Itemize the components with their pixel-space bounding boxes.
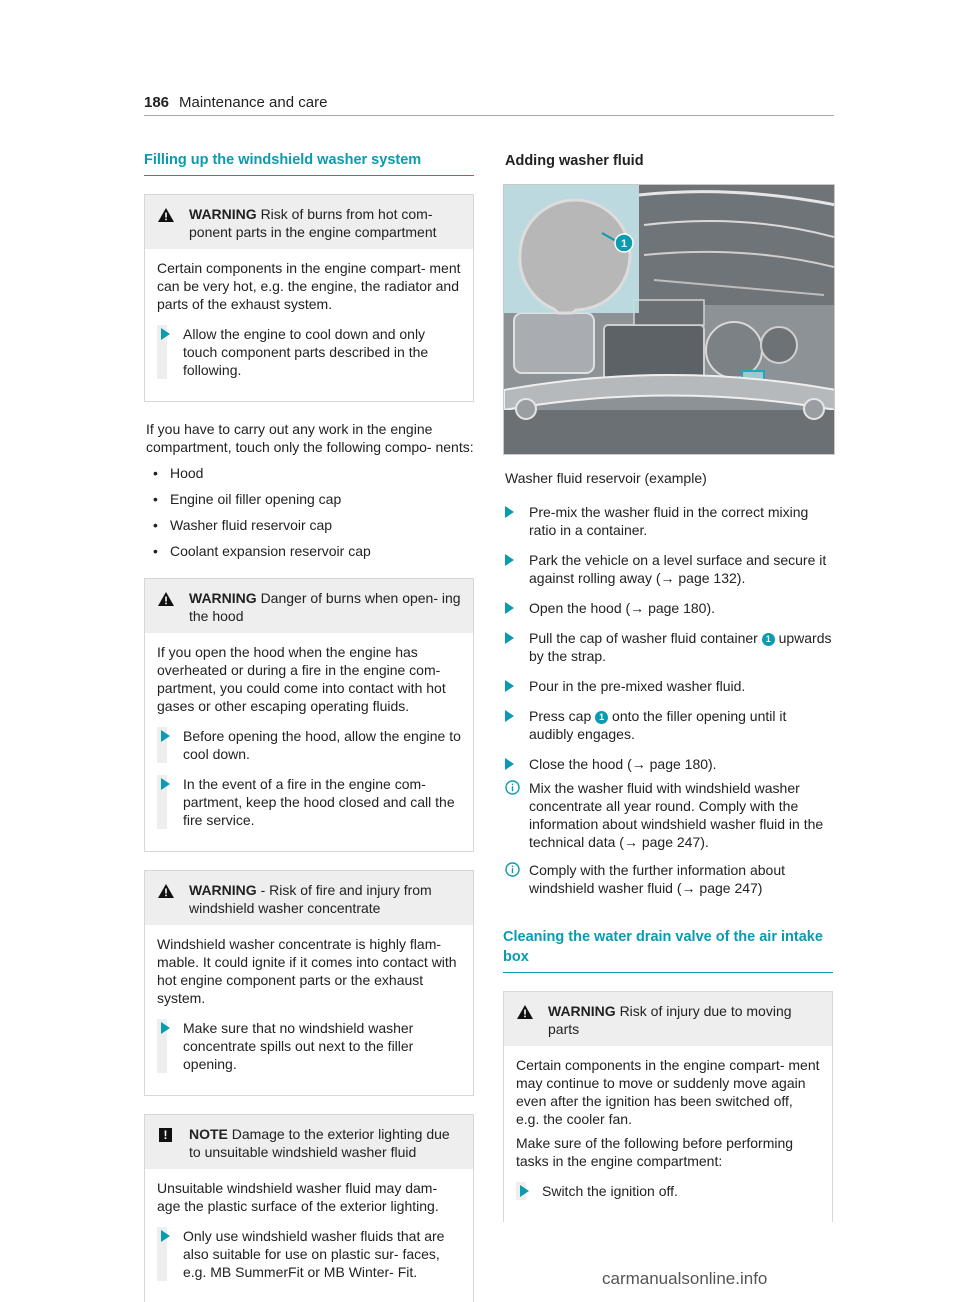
arrow-icon	[161, 1230, 170, 1242]
warning-box-burns	[144, 194, 474, 402]
warning-box-fire	[144, 870, 474, 1096]
warning-summary: Danger of burns when open- ing the hood	[189, 590, 461, 624]
arrow-icon	[505, 680, 514, 692]
warning-triangle-icon	[157, 591, 175, 607]
instruction-step: Pull the cap of washer fluid container 1 upwards by the strap.	[503, 629, 833, 665]
engine-bay-figure	[503, 184, 835, 455]
warning-summary: Risk of injury due to moving parts	[548, 1003, 792, 1037]
left-column	[144, 150, 474, 1302]
intro-text: If you have to carry out any work in the engine compartment, touch only the following compo- nents:	[146, 421, 474, 455]
callout-badge: 1	[762, 633, 775, 646]
arrow-icon	[505, 602, 514, 614]
arrow-icon	[505, 506, 514, 518]
instruction-step: Press cap 1 onto the filler opening until it audibly engages.	[503, 707, 833, 743]
instruction-step: Switch the ignition off.	[516, 1182, 820, 1200]
arrow-icon	[505, 632, 514, 644]
list-item: • Hood	[144, 464, 474, 482]
instruction-step: Only use windshield washer fluids that are also suitable for use on plastic sur- faces, e.g. MB SummerFit or MB Winter- Fit.	[157, 1227, 461, 1281]
arrow-icon	[161, 1022, 170, 1034]
note-label: NOTE	[189, 1126, 228, 1142]
warning-summary: - Risk of fire and injury from windshield washer concentrate	[189, 882, 432, 916]
note-summary: Damage to the exterior lighting due to unsuitable windshield washer fluid	[189, 1126, 450, 1160]
instruction-step: Pre-mix the washer fluid in the correct mixing ratio in a container.	[503, 503, 833, 539]
warning-label: WARNING	[548, 1003, 616, 1019]
right-column	[503, 150, 833, 1240]
warning-body: Make sure of the following before performing tasks in the engine compartment:	[516, 1135, 794, 1169]
warning-box-moving-parts	[503, 991, 833, 1222]
callout-number: 1	[620, 238, 628, 250]
subsection-title-adding: Adding washer fluid	[505, 153, 644, 169]
note-body: Unsuitable windshield washer fluid may dam- age the plastic surface of the exterior lighting.	[157, 1180, 439, 1214]
instruction-step: In the event of a fire in the engine com- partment, keep the hood closed and call the fire service.	[157, 775, 461, 829]
instruction-step: Close the hood (→ page 180).	[503, 755, 833, 773]
warning-triangle-icon	[157, 883, 175, 899]
info-note: Mix the washer fluid with windshield washer concentrate all year round. Comply with the information about windshield washer fluid in the technical data (→ page 247).	[503, 779, 833, 851]
warning-triangle-icon	[157, 207, 175, 223]
instruction-step: Park the vehicle on a level surface and secure it against rolling away (→ page 132).	[503, 551, 833, 587]
info-note: Comply with the further information about windshield washer fluid (→ page 247)	[503, 861, 833, 897]
warning-label: WARNING	[189, 590, 257, 606]
instruction-step: Allow the engine to cool down and only touch component parts described in the following.	[157, 325, 461, 379]
page-number: 186	[144, 94, 170, 111]
instruction-step: Pour in the pre-mixed washer fluid.	[503, 677, 833, 695]
warning-summary: Risk of burns from hot com- ponent parts in the engine compartment	[189, 206, 437, 240]
info-icon	[505, 862, 520, 877]
figure-caption: Washer fluid reservoir (example)	[505, 470, 707, 486]
warning-body: Certain components in the engine compart- ment may continue to move or suddenly move again even after the ignition has been switched off, e.g. the cooler fan.	[516, 1057, 820, 1127]
callout-badge: 1	[595, 711, 608, 724]
warning-body: If you open the hood when the engine has overheated or during a fire in the engine com- partment, you could come into contact with hot gases or other escaping operating fluids.	[157, 644, 446, 714]
instruction-step: Before opening the hood, allow the engine to cool down.	[157, 727, 461, 763]
info-icon	[505, 780, 520, 795]
arrow-icon	[520, 1185, 529, 1197]
list-item: • Engine oil filler opening cap	[144, 490, 474, 508]
list-item: • Coolant expansion reservoir cap	[144, 542, 474, 560]
instruction-step: Make sure that no windshield washer concentrate spills out next to the filler opening.	[157, 1019, 461, 1073]
warning-box-hood	[144, 578, 474, 852]
warning-label: WARNING	[189, 206, 257, 222]
page-header	[144, 94, 834, 116]
engine-illustration	[504, 185, 835, 455]
warning-triangle-icon	[516, 1004, 534, 1020]
arrow-icon	[161, 730, 170, 742]
arrow-icon	[161, 328, 170, 340]
warning-label: WARNING	[189, 882, 257, 898]
section-title-water-drain: Cleaning the water drain valve of the air intake box	[503, 927, 833, 973]
warning-body: Windshield washer concentrate is highly flam- mable. It could ignite if it comes into contact with hot engine component parts or the exhaust system.	[157, 936, 457, 1006]
arrow-icon	[505, 554, 514, 566]
arrow-icon	[161, 778, 170, 790]
arrow-icon	[505, 710, 514, 722]
watermark-text: carmanualsonline.info	[602, 1269, 768, 1288]
warning-body: Certain components in the engine compart- ment can be very hot, e.g. the engine, the radiator and parts of the exhaust system.	[157, 260, 461, 312]
instruction-step: Open the hood (→ page 180).	[503, 599, 833, 617]
list-item: • Washer fluid reservoir cap	[144, 516, 474, 534]
note-box-lighting	[144, 1114, 474, 1302]
exclamation-icon: !	[159, 1128, 172, 1142]
arrow-icon	[505, 758, 514, 770]
chapter-title: Maintenance and care	[179, 94, 328, 111]
section-title-filling: Filling up the windshield washer system	[144, 150, 474, 176]
